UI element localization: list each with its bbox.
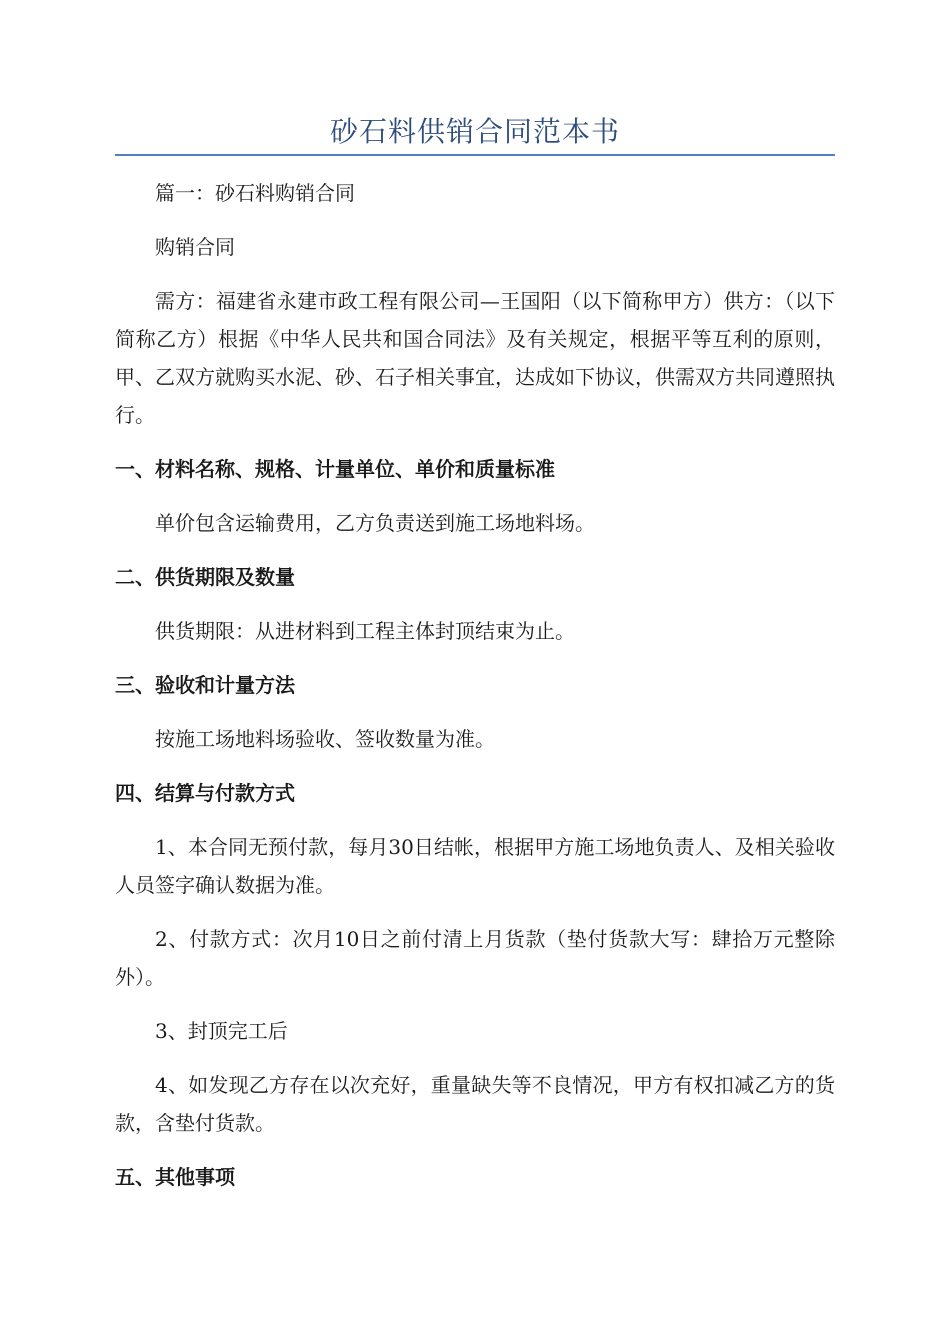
paragraph-section-2: 供货期限：从进材料到工程主体封顶结束为止。: [155, 619, 575, 643]
document-title: 砂石料供销合同范本书: [329, 115, 620, 148]
paragraph-payment-2: 2、付款方式：次月10日之前付清上月货款（垫付货款大写：肆拾万元整除外）。: [115, 927, 835, 989]
heading-section-4: 四、结算与付款方式: [115, 781, 295, 805]
heading-section-5: 五、其他事项: [115, 1165, 235, 1189]
paragraph-section-1: 单价包含运输费用，乙方负责送到施工场地料场。: [155, 511, 595, 535]
paragraph-intro-title: 篇一：砂石料购销合同: [155, 181, 355, 205]
heading-section-2: 二、供货期限及数量: [115, 565, 295, 589]
paragraph-section-3: 按施工场地料场验收、签收数量为准。: [155, 727, 495, 751]
heading-section-3: 三、验收和计量方法: [115, 673, 295, 697]
paragraph-contract-name: 购销合同: [155, 235, 235, 259]
paragraph-payment-4: 4、如发现乙方存在以次充好，重量缺失等不良情况，甲方有权扣减乙方的货款，含垫付货款。: [115, 1073, 835, 1135]
heading-section-1: 一、材料名称、规格、计量单位、单价和质量标准: [115, 457, 555, 481]
paragraph-payment-3: 3、封顶完工后: [155, 1019, 288, 1043]
paragraph-parties: 需方：福建省永建市政工程有限公司—王国阳（以下简称甲方）供方：（以下简称乙方）根据《中华人民共和国合同法》及有关规定，根据平等互利的原则，甲、乙双方就购买水泥、砂、石子相关事宜，达成如下协议，供需双方共同遵照执行。: [115, 289, 835, 427]
paragraph-payment-1: 1、本合同无预付款，每月30日结帐，根据甲方施工场地负责人、及相关验收人员签字确认数据为准。: [115, 835, 835, 897]
title-underline: [115, 154, 835, 156]
document-body: [115, 174, 835, 1212]
